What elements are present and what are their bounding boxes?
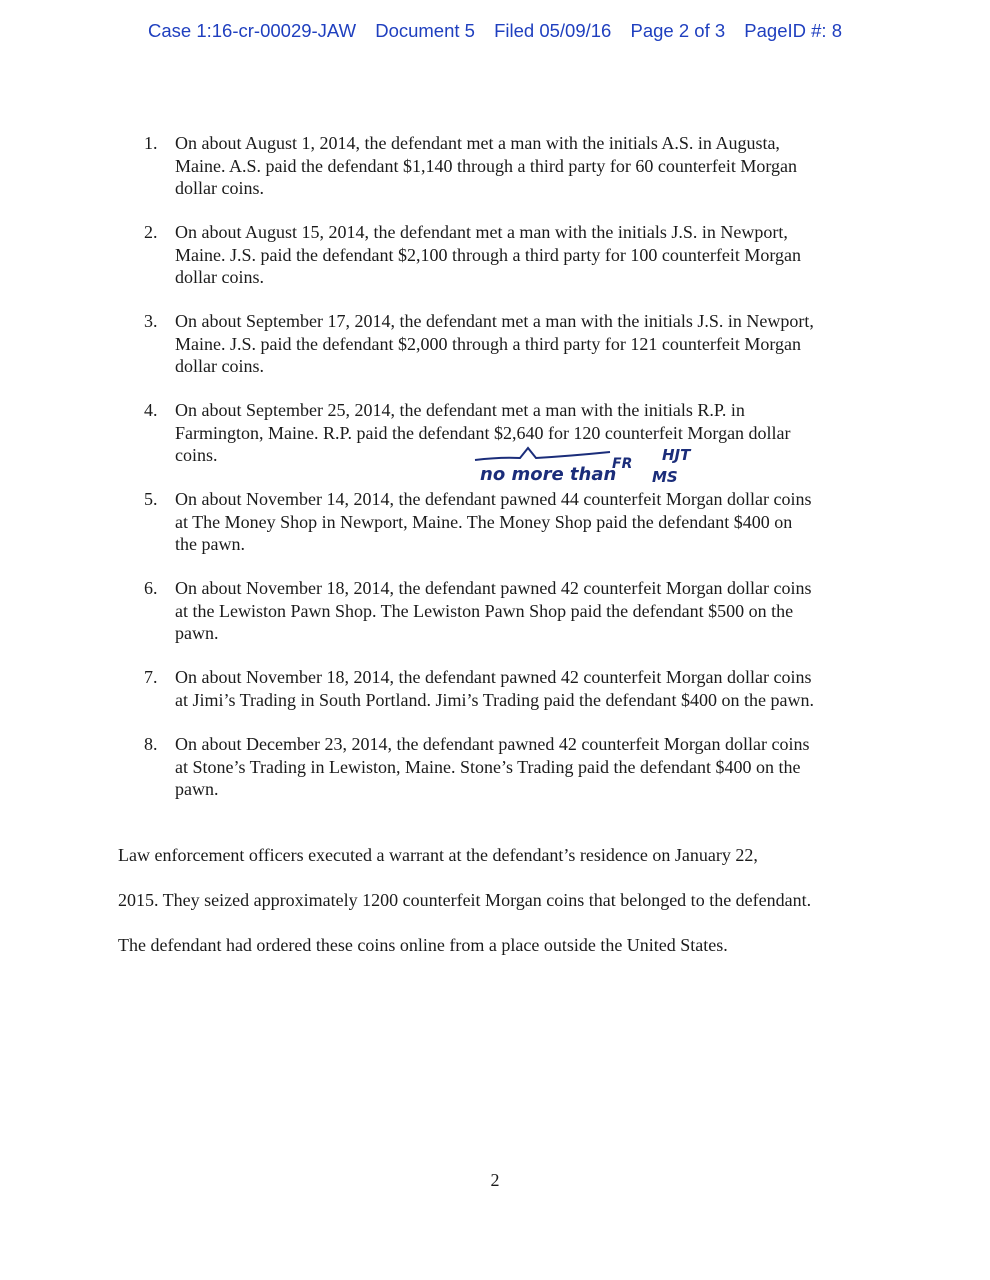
page-number: 2 bbox=[490, 1170, 500, 1190]
list-item-line: On about August 1, 2014, the defendant met a man with the initials A.S. in Augusta, bbox=[175, 133, 780, 153]
list-item-line: Maine. A.S. paid the defendant $1,140 through a third party for 60 counterfeit Morgan bbox=[175, 155, 798, 176]
list-item-line: pawn. bbox=[175, 623, 219, 643]
handwritten-initials-3: FR bbox=[612, 456, 633, 472]
list-item-line: On about November 18, 2014, the defendant pawned 42 counterfeit Morgan dollar coins bbox=[175, 578, 812, 598]
list-item-line: dollar coins. bbox=[175, 267, 264, 287]
list-item-text bbox=[175, 221, 880, 289]
list-item-line: coins. bbox=[175, 445, 218, 465]
list-item-number: 5. bbox=[144, 489, 158, 509]
list-item-line: On about November 18, 2014, the defendant pawned 42 counterfeit Morgan dollar coins bbox=[175, 667, 812, 687]
list-item-line: dollar coins. bbox=[175, 178, 264, 198]
list-item-number: 6. bbox=[144, 578, 158, 598]
filed-date: Filed 05/09/16 bbox=[494, 20, 612, 41]
paragraph-line-1: Law enforcement officers executed a warrant at the defendant’s residence on January 22, bbox=[118, 845, 758, 865]
list-item-line: at Jimi’s Trading in South Portland. Jimi’s Trading paid the defendant $400 on the pawn. bbox=[175, 689, 814, 710]
list-item-line: Farmington, Maine. R.P. paid the defendant $2,640 for 120 counterfeit Morgan dollar bbox=[175, 422, 791, 443]
list-item-line: On about September 17, 2014, the defendant met a man with the initials J.S. in Newport, bbox=[175, 311, 814, 331]
handwritten-annotation bbox=[470, 440, 710, 490]
handwritten-insertion: no more than bbox=[480, 464, 617, 485]
paragraph-line-2: 2015. They seized approximately 1200 counterfeit Morgan coins that belonged to the defendant. bbox=[118, 890, 812, 910]
list-item-line: dollar coins. bbox=[175, 356, 264, 376]
list-item-line: Maine. J.S. paid the defendant $2,000 through a third party for 121 counterfeit Morgan bbox=[175, 333, 802, 354]
list-item-line: at Stone’s Trading in Lewiston, Maine. Stone’s Trading paid the defendant $400 on the bbox=[175, 756, 801, 777]
list-item-text bbox=[175, 488, 880, 556]
list-item-number: 2. bbox=[144, 222, 158, 242]
handwritten-initials-2: MS bbox=[652, 468, 678, 486]
page-count: Page 2 of 3 bbox=[630, 20, 726, 41]
list-item-text bbox=[175, 666, 880, 711]
handwritten-initials-1: HJT bbox=[662, 446, 691, 464]
case-header bbox=[0, 20, 990, 42]
case-number: Case 1:16-cr-00029-JAW bbox=[148, 20, 357, 41]
list-item-line: On about August 15, 2014, the defendant met a man with the initials J.S. in Newport, bbox=[175, 222, 788, 242]
list-item-number: 7. bbox=[144, 667, 158, 687]
paragraph-line-3: The defendant had ordered these coins online from a place outside the United States. bbox=[118, 935, 728, 955]
list-item-line: On about December 23, 2014, the defendant pawned 42 counterfeit Morgan dollar coins bbox=[175, 734, 810, 754]
list-item-line: the pawn. bbox=[175, 534, 245, 554]
list-item-line: at The Money Shop in Newport, Maine. The Money Shop paid the defendant $400 on bbox=[175, 511, 793, 532]
page-id: PageID #: 8 bbox=[744, 20, 842, 41]
list-item-text bbox=[175, 132, 880, 200]
list-item-number: 4. bbox=[144, 400, 158, 420]
list-item-number: 1. bbox=[144, 133, 158, 153]
list-item-number: 3. bbox=[144, 311, 158, 331]
list-item-number: 8. bbox=[144, 734, 158, 754]
list-item-line: On about November 14, 2014, the defendant pawned 44 counterfeit Morgan dollar coins bbox=[175, 489, 812, 509]
list-item-text bbox=[175, 733, 880, 801]
list-item-line: at the Lewiston Pawn Shop. The Lewiston Pawn Shop paid the defendant $500 on the bbox=[175, 600, 794, 621]
document-number: Document 5 bbox=[375, 20, 475, 41]
list-item-line: Maine. J.S. paid the defendant $2,100 through a third party for 100 counterfeit Morgan bbox=[175, 244, 802, 265]
list-item-line: On about September 25, 2014, the defendant met a man with the initials R.P. in bbox=[175, 400, 745, 420]
list-item-text bbox=[175, 310, 880, 378]
list-item-line: pawn. bbox=[175, 779, 219, 799]
list-item-text bbox=[175, 577, 880, 645]
